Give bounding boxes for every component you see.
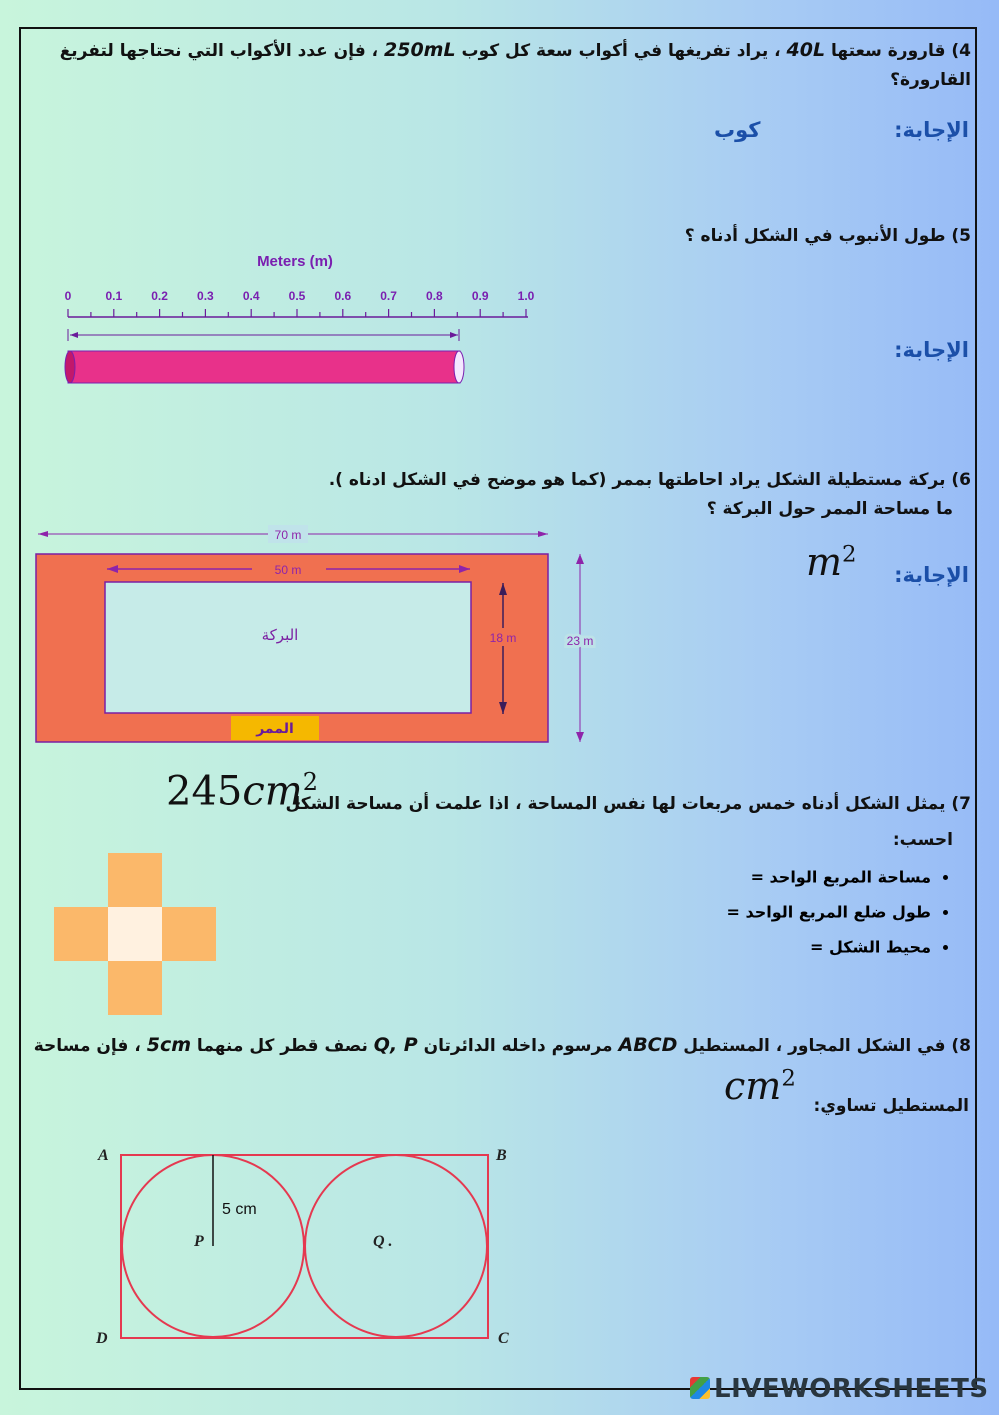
q4-unit: كوب	[714, 118, 761, 142]
q7-area: $245cm^2$	[166, 768, 318, 815]
path-label: الممر	[256, 721, 294, 737]
ow-head-r	[538, 531, 548, 537]
label-Q: Q .	[373, 1233, 393, 1250]
label-B: B	[496, 1147, 507, 1164]
q7-item-1: • مساحة المربع الواحد =	[603, 866, 931, 888]
arrow-left-head	[70, 332, 78, 338]
q6-text: 6) بركة مستطيلة الشكل يراد احاطتها بممر (كما هو موضح في الشكل ادناه ). ما مساحة الممر حول البركة ؟	[328, 470, 971, 519]
q8-unit: $cm^2$	[724, 1064, 796, 1108]
q5-answer-label: الإجابة:	[894, 338, 969, 362]
q5-answer-input[interactable]	[620, 338, 864, 368]
square-left	[54, 907, 108, 961]
q7-items	[603, 866, 953, 971]
label-P: P	[194, 1233, 204, 1250]
ruler-tick-label: 0.5	[288, 289, 306, 303]
arrow-right-head	[450, 332, 458, 338]
pipe-right-end	[454, 351, 464, 383]
q5-text: 5) طول الأنبوب في الشكل أدناه ؟	[684, 226, 971, 246]
q7-calc-label: احسب:	[892, 830, 953, 850]
pool-area	[105, 582, 471, 713]
q4-answer-label: الإجابة:	[894, 118, 969, 142]
q4-answer-input[interactable]	[770, 118, 874, 148]
label-A: A	[98, 1147, 109, 1164]
cross-squares-figure	[54, 853, 216, 1015]
q6-unit: $m^2$	[806, 540, 857, 584]
ruler-tick-label: 0.4	[242, 289, 260, 303]
square-top	[108, 853, 162, 907]
outer-width-label: 70 m	[274, 528, 302, 542]
pipe-left-end	[65, 351, 75, 383]
pool-label: البركة	[261, 626, 299, 644]
square-right	[162, 907, 216, 961]
pipe-ruler-figure	[50, 245, 550, 390]
ruler-tick-label: 0.6	[334, 289, 352, 303]
ruler-tick-label: 0	[64, 289, 72, 303]
q4-text: 4) قارورة سعتها 40L ، يراد تفريغها في أكواب سعة كل كوب 250mL ، فإن عدد الأكواب التي نحتاجها لتفريغ القارورة؟	[59, 39, 971, 91]
inner-height-label: 18 m	[489, 631, 517, 645]
ruler-tick-label: 1.0	[517, 289, 535, 303]
q7-item-3: • محيط الشكل =	[603, 936, 931, 958]
radius-label: 5 cm	[222, 1201, 257, 1218]
ruler-tick-label: 0.2	[151, 289, 168, 303]
q7-text: 7) يمثل الشكل أدناه خمس مربعات لها نفس المساحة ، اذا علمت أن مساحة الشكل	[285, 794, 971, 814]
oh-head-b	[576, 732, 584, 742]
ruler-tick-label: 0.7	[380, 289, 397, 303]
pool-figure	[30, 520, 610, 750]
outer-height-label: 23 m	[566, 634, 594, 648]
pipe-body	[68, 351, 460, 383]
square-center	[108, 907, 162, 961]
q8-answer-input[interactable]	[590, 1088, 714, 1118]
ruler-title: Meters (m)	[257, 253, 333, 270]
q7-input-3[interactable]	[686, 936, 810, 958]
oh-head-t	[576, 554, 584, 564]
liveworksheets-logo: LIVEWORKSHEETS	[690, 1374, 989, 1404]
q7-item-2: • طول ضلع المربع الواحد =	[603, 901, 931, 923]
q6-answer-input[interactable]	[660, 561, 804, 591]
ruler-tick-label: 0.8	[426, 289, 443, 303]
inner-width-label: 50 m	[274, 563, 302, 577]
logo-icon	[690, 1377, 710, 1399]
circle-q	[305, 1155, 487, 1337]
q8-text: 8) في الشكل المجاور ، المستطيل ABCD مرسوم داخله الدائرتان Q, P نصف قطر كل منهما 5cm ، فإن مساحة	[33, 1034, 971, 1056]
q7-input-2[interactable]	[603, 901, 727, 923]
ow-head-l	[38, 531, 48, 537]
q8-line2: المستطيل تساوي:	[813, 1096, 969, 1116]
label-D: D	[96, 1330, 108, 1347]
ruler-tick-label: 0.9	[471, 289, 489, 303]
square-bottom	[108, 961, 162, 1015]
label-C: C	[498, 1330, 509, 1347]
ruler-tick-label: 0.3	[197, 289, 214, 303]
ruler-tick-label: 0.1	[105, 289, 123, 303]
q7-input-1[interactable]	[627, 866, 751, 888]
q6-answer-label: الإجابة:	[894, 563, 969, 587]
rectangle-circles-figure	[90, 1138, 530, 1358]
